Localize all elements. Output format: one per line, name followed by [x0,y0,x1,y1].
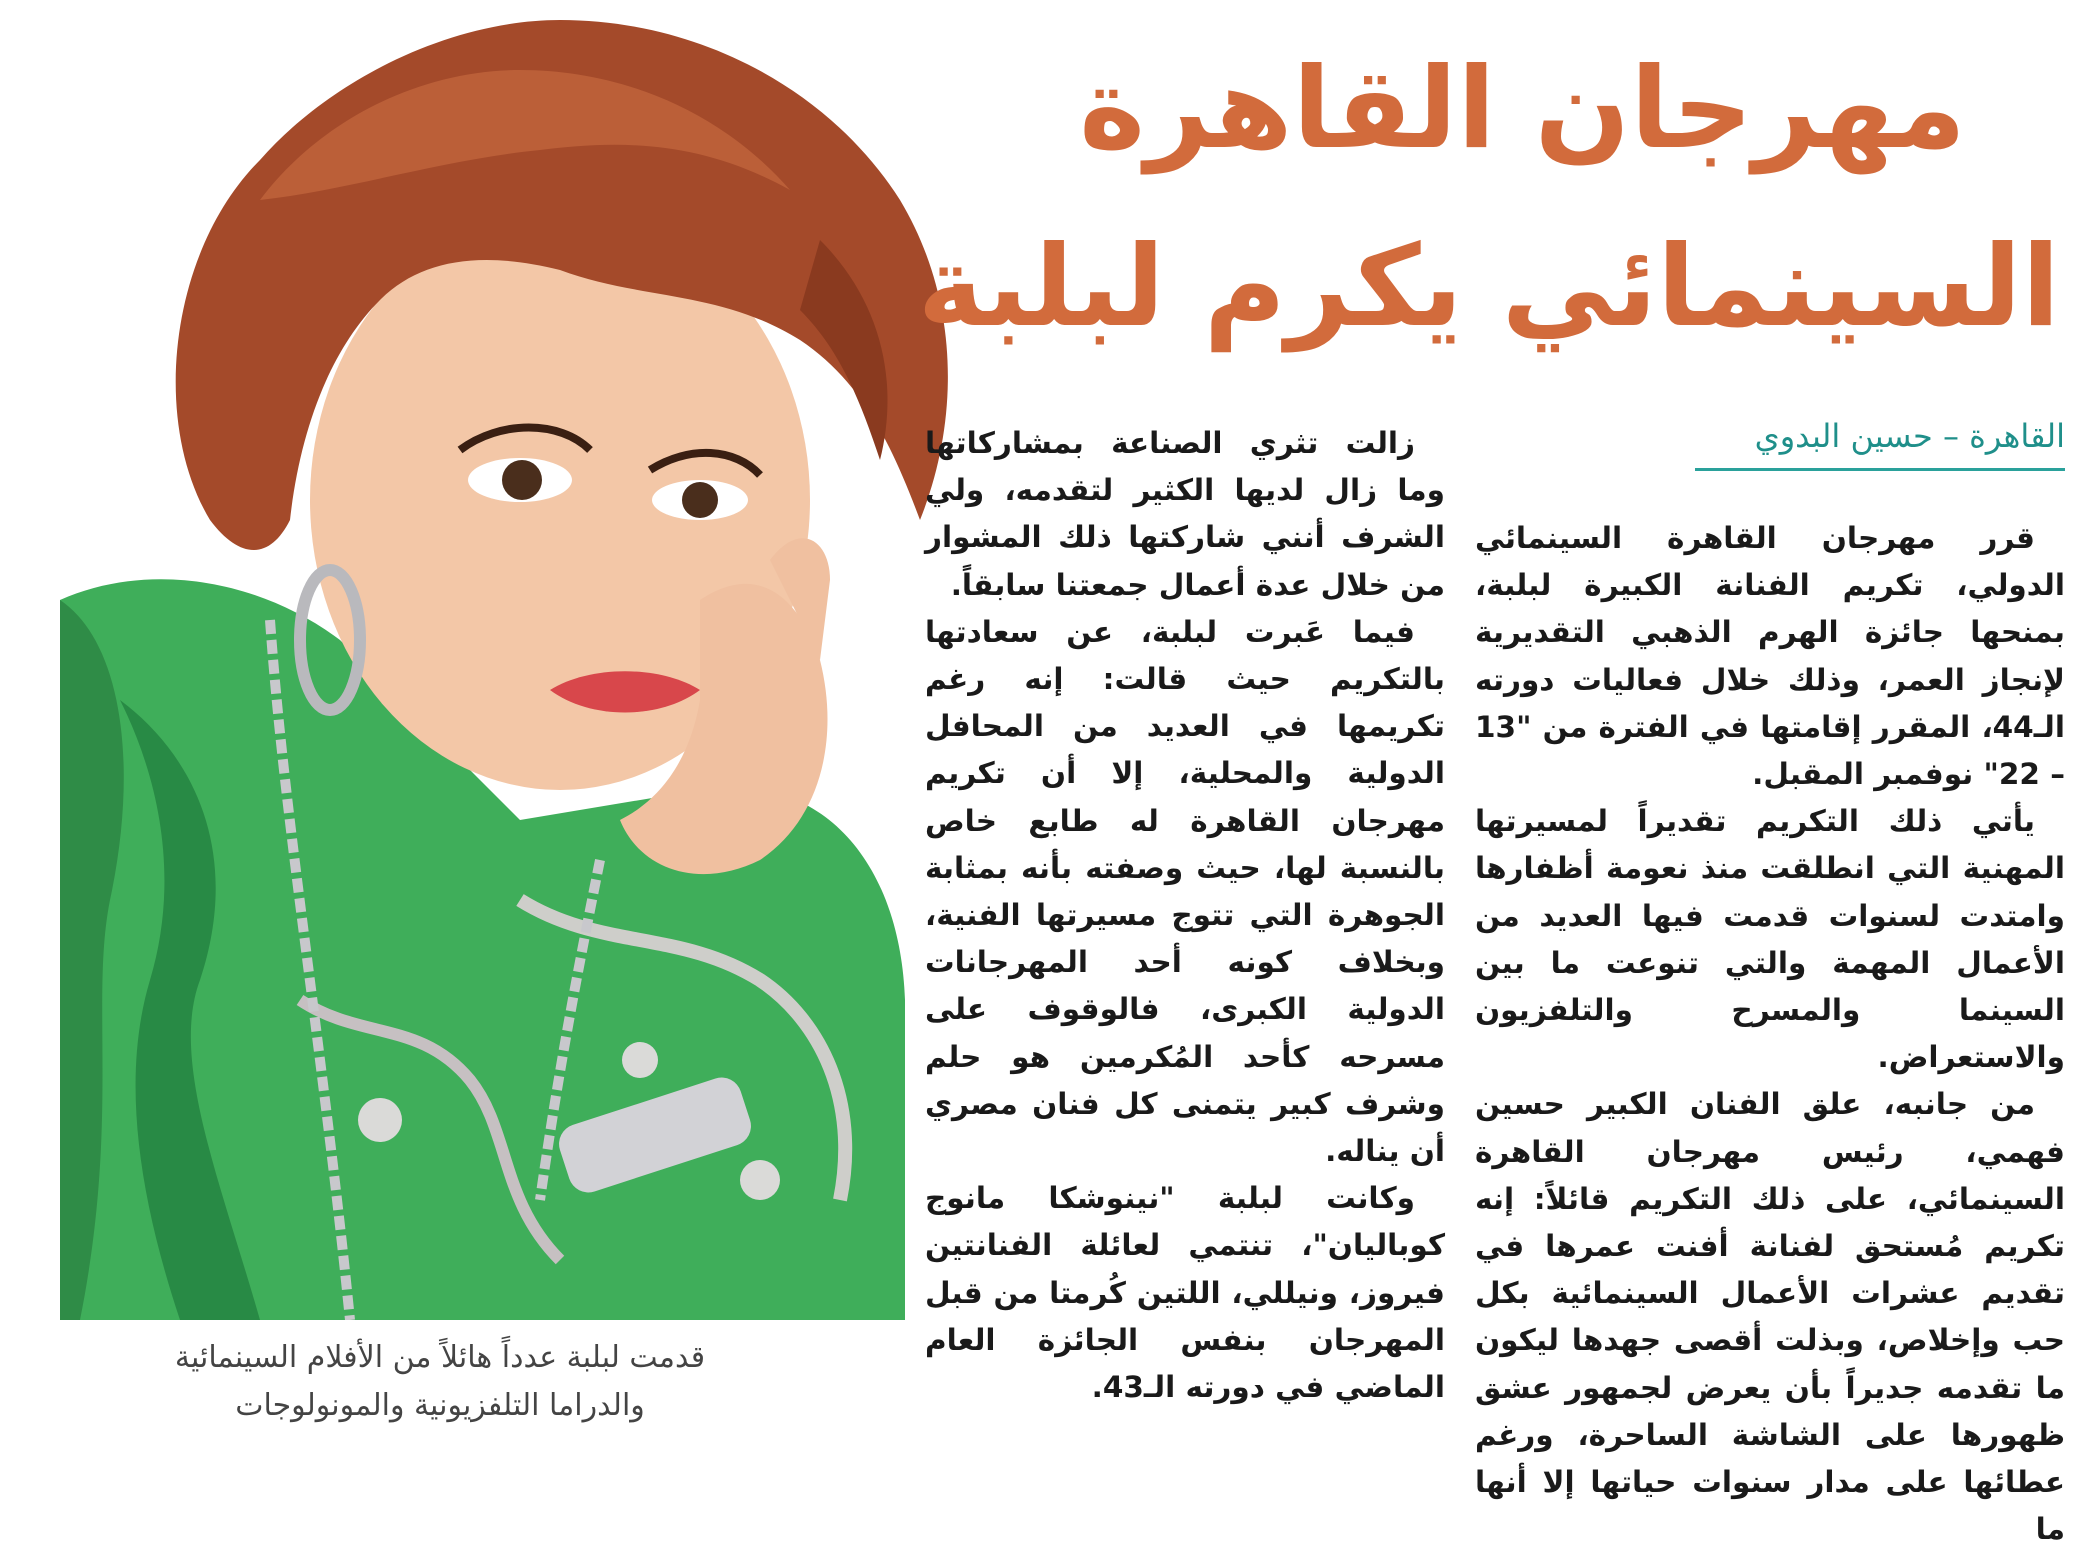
paragraph: قرر مهرجان القاهرة السينمائي الدولي، تكريم الفنانة الكبيرة لبلبة، بمنحها جائزة الهرم الذهبي التقديرية لإنجاز العمر، وذلك خلال فعاليات دورته الـ44، المقرر إقامتها في الفترة من "13 – 22" نوفمبر المقبل. [1475,521,2065,792]
caption-line: قدمت لبلبة عدداً هائلاً من الأفلام السينمائية [174,1340,706,1375]
headline-line: مهرجان القاهرة [1079,44,1966,174]
headline-line: السينمائي يكرم لبلبة [917,222,2060,352]
paragraph: فيما عَبرت لبلبة، عن سعادتها بالتكريم حيث قالت: إنه رغم تكريمها في العديد من المحافل الدولية والمحلية، إلا أن تكريم مهرجان القاهرة له طابع خاص بالنسبة لها، حيث وصفته بأنه بمثابة الجوهرة التي تتوج مسيرتها الفنية، وبخلاف كونه أحد المهرجانات الدولية الكبرى، فالوقوف على مسرحه كأحد المُكرمين هو حلم وشرف كبير يتمنى كل فنان مصري أن يناله. [925,614,1445,1169]
portrait-photo [0,0,980,1320]
paragraph: يأتي ذلك التكريم تقديراً لمسيرتها المهنية التي انطلقت منذ نعومة أظفارها وامتدت لسنوات قدمت فيها العديد من الأعمال المهمة والتي تنوعت ما بين السينما والمسرح والتلفزيون والاستعراض. [1475,804,2065,1075]
headline [917,20,2060,376]
caption-line: والدراما التلفزيونية والمونولوجات [235,1388,645,1423]
paragraph: زالت تثري الصناعة بمشاركاتها وما زال لديها الكثير لتقدمه، ولي الشرف أنني شاركتها ذلك المشوار من خلال عدة أعمال جمعتنا سابقاً. [925,426,1445,602]
photo-caption [60,1334,820,1430]
byline: القاهرة – حسين البدوي [1695,410,2065,471]
paragraph: وكانت لبلبة "نينوشكا مانوج كوباليان"، تنتمي لعائلة الفنانتين فيروز، ونيللي، اللتين كُرمتا من قبل المهرجان بنفس الجائزة العام الماضي في دورته الـ43. [925,1181,1445,1405]
article-column-middle [925,420,1445,1411]
paragraph: من جانبه، علق الفنان الكبير حسين فهمي، رئيس مهرجان القاهرة السينمائي، على ذلك التكريم قائلاً: إنه تكريم مُستحق لفنانة أفنت عمرها في تقديم عشرات الأعمال السينمائية بكل حب وإخلاص، وبذلت أقصى جهدها ليكون ما تقدمه جديراً بأن يعرض لجمهور عشق ظهورها على الشاشة الساحرة، ورغم عطائها على مدار سنوات حياتها إلا أنها ما [1475,1087,2065,1547]
article-column-right [1475,515,2065,1553]
